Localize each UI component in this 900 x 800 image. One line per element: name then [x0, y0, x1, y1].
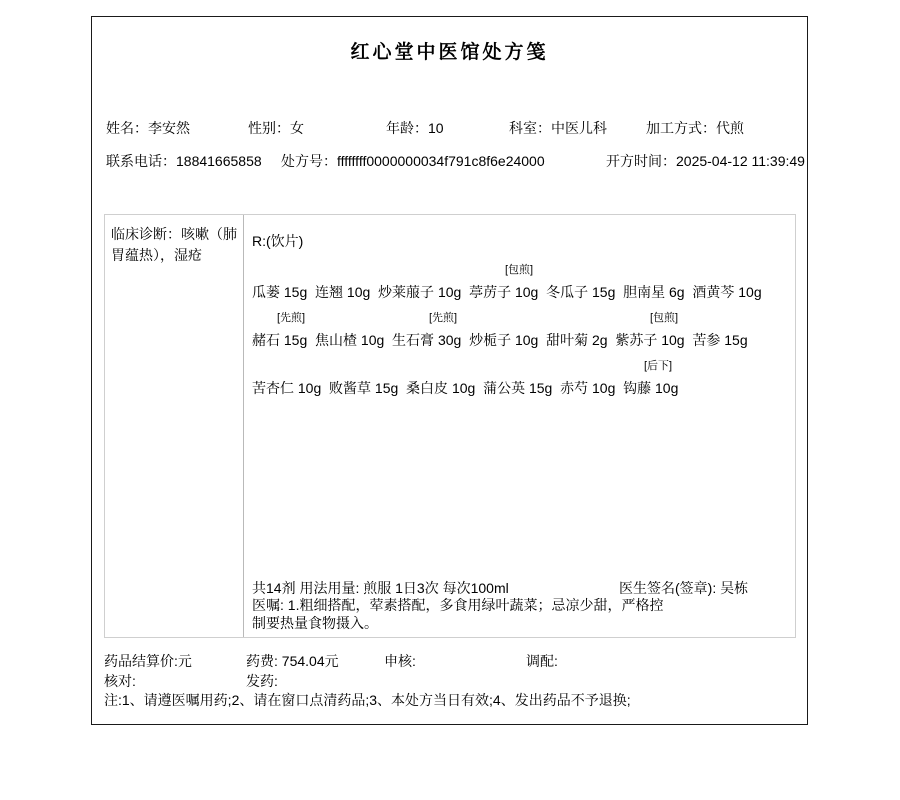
patient-name-field: 姓名：李安然: [106, 120, 190, 136]
decoction-tag: [包煎]: [650, 312, 679, 324]
decoction-tag-row: [244, 261, 795, 275]
footer-note: 注:1、请遵医嘱用药;2、请在窗口点清药品;3、本处方当日有效;4、发出药品不予退换;: [104, 692, 631, 708]
medical-advice: 医嘱: 1.粗细搭配，荤素搭配，多食用绿叶蔬菜；忌凉少甜，严格控制要热量食物摄入。: [252, 597, 664, 631]
herb-line: 瓜蒌 15g 连翘 10g 炒莱菔子 10g 葶苈子 10g 冬瓜子 15g 胆南星 6g 酒黄芩 10g: [252, 284, 762, 300]
settlement-price-field: 药品结算价:元: [104, 653, 192, 669]
department-field: 科室：中医儿科: [509, 120, 607, 136]
review-field: 申核:: [384, 653, 416, 669]
check-field: 核对:: [104, 673, 136, 689]
decoction-tag: [后下]: [644, 360, 673, 372]
doctor-signature: 医生签名(签章): 吴栋: [619, 580, 749, 596]
rx-area: [244, 215, 795, 637]
page-title: 红心堂中医馆处方笺: [350, 42, 549, 63]
clinical-diagnosis: 临床诊断：咳嗽（肺胃蕴热），湿疮: [111, 226, 237, 263]
decoction-tag: [先煎]: [429, 312, 458, 324]
herb-line: 赭石 15g 焦山楂 10g 生石膏 30g 炒栀子 10g 甜叶菊 2g 紫苏子 10g 苦参 15g: [252, 332, 748, 348]
processing-method-field: 加工方式：代煎: [646, 120, 744, 136]
decoction-tag: [包煎]: [505, 264, 534, 276]
prescription-sheet: [91, 16, 808, 725]
dispense-field: 发药:: [246, 673, 278, 689]
prepare-field: 调配:: [526, 653, 558, 669]
prescription-body: [104, 214, 796, 638]
herb-line: 苦杏仁 10g 败酱草 15g 桑白皮 10g 蒲公英 15g 赤芍 10g 钩藤 10g: [252, 380, 679, 396]
patient-gender-field: 性别：女: [248, 120, 304, 136]
decoction-tag: [先煎]: [277, 312, 306, 324]
prescription-time-field: 开方时间：2025-04-12 11:39:49: [606, 153, 805, 169]
decoction-tag-row: [244, 309, 795, 323]
rx-header: R:(饮片): [252, 233, 304, 249]
phone-field: 联系电话：18841665858: [106, 153, 262, 169]
usage-line: 共14剂 用法用量: 煎服 1日3次 每次100ml: [252, 580, 509, 596]
medicine-fee-field: 药费: 754.04元: [246, 653, 339, 669]
prescription-number-field: 处方号：ffffffff0000000034f791c8f6e24000: [281, 153, 545, 169]
decoction-tag-row: [244, 357, 795, 371]
patient-age-field: 年龄：10: [386, 120, 444, 136]
